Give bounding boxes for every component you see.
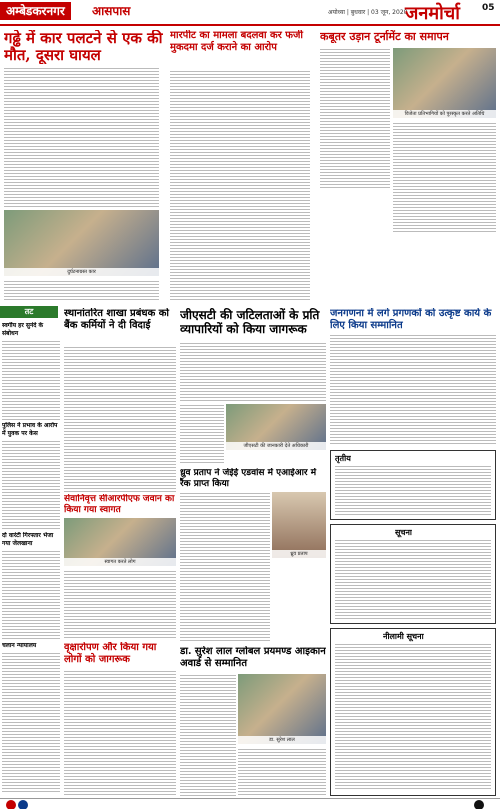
brief-body [2,440,60,530]
issue-date: अयोध्या | बुधवार | 03 जून, 2020 [328,9,408,16]
story-body [180,674,236,796]
brief-headline: पुलिस ने प्रभाव के आरोप में युवक पर केस [2,422,58,437]
newspaper-logo: जनमोर्चा [405,3,460,24]
notice-box [330,628,496,796]
tournament-photo: विजेता प्रतिभागियों को पुरस्कृत करते अतिथि [393,48,496,118]
story-headline: ध्रुव प्रताप ने जेईई एडवांस में एआईआर में रैंक प्राप्त किया [180,468,317,489]
brief-headline: चलान न्यायालय [2,642,37,649]
brief-body [2,340,60,420]
brief-headline: दो वारंटी गिरफ्तार भेजा गया जेलखाना [2,532,54,547]
story-body [330,334,496,446]
page-number: 05 [482,3,495,13]
story-body [170,70,310,300]
story-headline: जनगणना में लगे प्रगणकों को उत्कृष्ट कार्य के लिए किया सम्मानित [330,308,492,331]
story-body [4,67,159,207]
student-photo: ध्रुव प्रताप [272,492,326,558]
story-headline: सेवानिवृत्त सीआरपीएफ जवान का किया गया स्वागत [64,494,175,515]
notice-title: नीलामी सूचना [383,631,424,641]
story-body [64,670,176,796]
masthead [0,0,500,26]
brief-body [2,652,60,792]
welcome-photo: स्वागत करते लोग [64,518,176,566]
color-register-icon [6,800,16,809]
award-photo: डा. सुरेश लाल [238,674,326,744]
brief-headline: स्वर्गीय हर सुनंदे के संबोधन [2,322,44,337]
story-body [393,122,496,234]
story-headline: डा. सुरेश लाल ग्लोबल प्रयमण्ड आइकान अवार्ड से सम्मानित [180,646,326,669]
page-footer [0,798,500,809]
notice-body [335,539,491,619]
notice-body [335,643,491,791]
section-name: अम्बेडकरनगर [0,2,71,20]
story-headline: जीएसटी की जटिलताओं के प्रति व्यापारियों को किया जागरूक [180,308,320,336]
notice-body [335,465,491,515]
gst-meeting-photo: जीएसटी की जानकारी देते अधिकारी [226,404,326,450]
story-body [64,346,176,492]
color-register-icon [474,800,484,809]
color-register-icon [18,800,28,809]
sidebar-label: तट [0,306,58,318]
notice-box [330,450,496,520]
story-body [238,748,326,796]
story-headline: कबूतर उड़ान टूर्नामेंट का समापन [320,30,449,43]
story-headline: स्थानांतरित शाखा प्रबंधक को बैंक कर्मियों ने दी विदाई [64,308,169,331]
notice-box [330,524,496,624]
story-headline: वृक्षारोपण और किया गया लोगों को जागरूक [64,642,157,665]
section-subname: आसपास [92,4,131,18]
accident-photo: दुर्घटनाग्रस्त कार [4,210,159,276]
story-body [180,404,224,464]
notice-title: तृतीय [335,453,351,463]
story-body [4,280,159,302]
story-body [180,492,270,642]
story-body [180,342,326,402]
story-headline: मारपीट का मामला बदलवा कर फर्जी मुकदमा दर्ज कराने का आरोप [170,30,304,53]
story-headline: गढ्ढे में कार पलटने से एक की मौत, दूसरा घायल [4,30,163,64]
story-body [320,48,390,188]
notice-title: सूचना [395,527,412,537]
brief-body [2,550,60,640]
story-body [64,570,176,638]
